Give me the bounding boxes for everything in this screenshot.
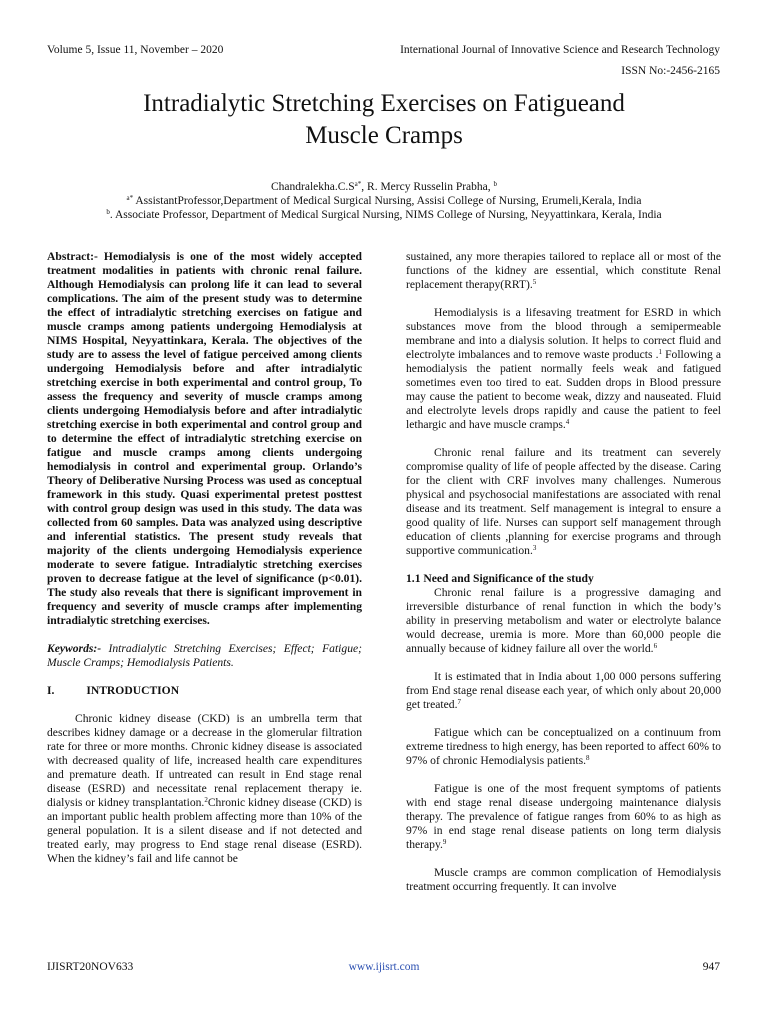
paragraph-rrt: sustained, any more therapies tailored to replace all or most of the functions of the kidney are essential, which constitute Renal replacement therapy(RRT).$^5$	[406, 250, 721, 291]
right-column	[406, 250, 721, 894]
journal-name: International Journal of Innovative Science and Research Technology	[400, 44, 720, 56]
section-heading-need: 1.1 Need and Significance of the study	[406, 572, 594, 585]
intro-paragraph: Chronic kidney disease (CKD) is an umbrella term that describes kidney damage or a decrease in the glomerular filtration rate for three or more months. Chronic kidney disease is associated with decreased quality of life, increased health care expenditures and premature death. If untreated can result in End stage renal disease (ESRD) and necessitate renal replacement therapy ie. dialysis or kidney transplantation.$^2$Chronic kidney disease (CKD) is an important public health problem affecting more than 10% of the general population. It is a silent disease and if not detected and treated early, may progress to End stage renal disease (ESRD). When the kidney’s fail and life cannot be	[47, 712, 362, 865]
author-names: $Chandralekha.C.S^{a*}$, R. Mercy Russelin Prabha, $^b$	[270, 180, 498, 193]
left-column	[47, 250, 362, 866]
issn: ISSN No:-2456-2165	[621, 65, 720, 77]
page-number: 947	[702, 961, 720, 973]
journal-url[interactable]: www.ijisrt.com	[348, 961, 420, 973]
affiliation-a: $^{a*}$ AssistantProfessor,Department of Medical Surgical Nursing, Assisi College of Nursing, Erumeli,Kerala, India	[126, 194, 642, 207]
paragraph-crf: Chronic renal failure and its treatment can severely compromise quality of life of people affected by the disease. Caring for the client with CRF involves many challenges. Numerous physical and psychosocial manifestations are associated with renal disease and its treatment. Self management is integral to ensure a good quality of life. Nurses can support self management through education of clients ,planning for exercise programs and through supportive communication.$^3$	[406, 446, 721, 557]
paragraph-fatigue-1: Fatigue which can be conceptualized on a continuum from extreme tiredness to high energy, has been reported to affect 60% to 97% of chronic Hemodialysis patients.$^8$	[406, 726, 721, 767]
keywords: Keywords:- Intradialytic Stretching Exercises; Effect; Fatigue; Muscle Cramps; Hemodialysis Patients.	[47, 642, 362, 669]
paper-title	[0, 88, 768, 152]
paper-id: IJISRT20NOV633	[47, 961, 134, 973]
paragraph-cramps: Muscle cramps are common complication of Hemodialysis treatment occurring frequently. It can involve	[406, 866, 721, 893]
abstract: Abstract:- Hemodialysis is one of the most widely accepted treatment modalities in patients with chronic renal failure. Although Hemodialysis can prolong life it can lead to several complications. The aim of the present study was to determine the effect of intradialytic stretching exercises on fatigue and muscle cramps among patients undergoing Hemodialysis at NIMS Hospital, Neyyattinkara, Kerala. The objectives of the study are to assess the level of fatigue perceived among clients undergoing Hemodialysis before and after intradialytic stretching exercise in both experimental and control group, To assess the frequency and severity of muscle cramps among clients undergoing Hemodialysis before and after intradialytic stretching exercise in both experimental and control group and to determine the effect of intradialytic stretching exercise on fatigue and muscle cramps among clients undergoing hemodialysis in control and experimental group. Orlando’s Theory of Deliberative Nursing Process was used as conceptual framework in this study. Quasi experimental pretest posttest with control group design was used in this study. The data was collected from 60 samples. Data was analyzed using descriptive and inferential statistics. The present study reveals that majority of the clients undergoing Hemodialysis experience moderate to severe fatigue. Intradialytic stretching exercises proven to decrease fatigue at the level of significance (p<0.01). The study also reveals that there is significant improvement in frequency and severity of muscle cramps after implementing intradialytic stretching exercises.	[47, 250, 363, 627]
paragraph-need: Chronic renal failure is a progressive damaging and irreversible disturbance of renal function in which the body’s ability in preserving metabolism and water or electrolyte balance would decrease, uremia is more. More than 60,000 people die annually because of kidney failure all over the world.$^6$	[406, 586, 721, 655]
volume-info: Volume 5, Issue 11, November – 2020	[47, 44, 224, 56]
section-heading-introduction: I. INTRODUCTION	[47, 684, 180, 697]
title-line-2: Muscle Cramps	[305, 122, 463, 149]
paragraph-india: It is estimated that in India about 1,00 000 persons suffering from End stage renal disease each year, of which only about 20,000 get treated.$^7$	[406, 670, 721, 711]
affiliation-b: $^b$. Associate Professor, Department of Medical Surgical Nursing, NIMS College of Nursing, Neyyattinkara, Kerala, India	[106, 208, 662, 221]
paragraph-fatigue-2: Fatigue is one of the most frequent symptoms of patients with end stage renal disease undergoing maintenance dialysis therapy. The prevalence of fatigue ranges from 60% to as high as 97% in end stage renal disease patients on long term dialysis therapy.$^9$	[406, 782, 721, 851]
title-line-1: Intradialytic Stretching Exercises on Fatigueand	[143, 90, 625, 117]
paragraph-hemodialysis: Hemodialysis is a lifesaving treatment for ESRD in which substances move from the blood through a semipermeable membrane and into a dialysis solution. It helps to correct fluid and electrolyte imbalances and to remove waste products .$^1$ Following a hemodialysis the patient normally feels weak and fatigued sometimes even too tired to eat. Sudden drops in Blood pressure may cause the patient to become weak, dizzy and nauseated. Fluid and electrolyte levels drops rapidly and cause the patient to feel lethargic and have muscle cramps.$^4$	[406, 306, 721, 431]
